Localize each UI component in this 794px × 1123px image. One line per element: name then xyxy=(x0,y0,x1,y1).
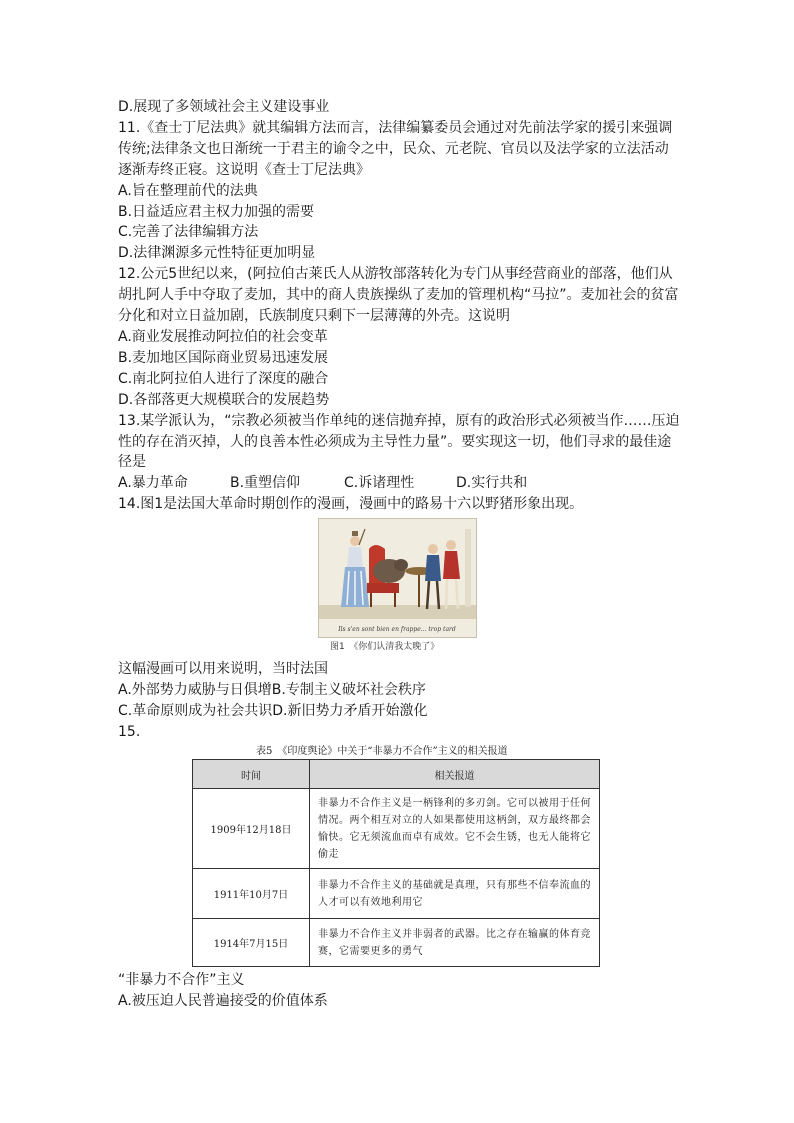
row-report: 非暴力不合作主义并非弱者的武器。比之存在输赢的体育竞赛，它需要更多的勇气 xyxy=(310,919,600,967)
q10-option-d: D.展现了多领域社会主义建设事业 xyxy=(118,99,330,115)
q15-option-a: A.被压迫人民普遍接受的价值体系 xyxy=(118,993,328,1009)
q11-option-c: C.完善了法律编辑方法 xyxy=(118,224,259,240)
row-report: 非暴力不合作主义的基础就是真理，只有那些不信奉流血的人才可以有效地利用它 xyxy=(310,869,600,919)
row-time: 1909年12月18日 xyxy=(193,789,310,869)
q14-option-c: C.革命原则成为社会共识 xyxy=(118,703,273,719)
q14-options-row-2 xyxy=(118,701,427,721)
table-row xyxy=(193,869,600,919)
cartoon-figure xyxy=(318,518,477,638)
figure-caption: 图1 《你们认清我太晚了》 xyxy=(330,642,440,652)
header-time: 时间 xyxy=(193,760,310,789)
q14-option-a: A.外部势力威胁与日俱增 xyxy=(118,682,272,698)
q12-stem-line-1: 12.公元5世纪以来，(阿拉伯古莱氏人从游牧部落转化为专门从事经营商业的部落，他们从 xyxy=(118,266,673,282)
q14-stem: 14.图1是法国大革命时期创作的漫画，漫画中的路易十六以野猪形象出现。 xyxy=(118,496,584,512)
row-time: 1911年10月7日 xyxy=(193,869,310,919)
q11-stem-line-2: 传统;法律条文也日渐统一于君主的谕令之中，民众、元老院、官员以及法学家的立法活动 xyxy=(118,141,669,157)
q11-option-b: B.日益适应君主权力加强的需要 xyxy=(118,204,315,220)
q15-number: 15. xyxy=(118,724,141,740)
q14-options-row-1 xyxy=(118,680,426,700)
table-title: 表5 《印度舆论》中关于“非暴力不合作”主义的相关报道 xyxy=(256,746,508,757)
q14-option-b: B.专制主义破坏社会秩序 xyxy=(271,682,426,698)
q13-stem-line-1: 13.某学派认为，“宗教必须被当作单纯的迷信抛弃掉，原有的政治形式必须被当作……压迫 xyxy=(118,413,680,429)
q13-option-d: D.实行共和 xyxy=(456,475,528,491)
table-row xyxy=(193,789,600,869)
q11-option-a: A.旨在整理前代的法典 xyxy=(118,183,258,199)
q14-question: 这幅漫画可以用来说明，当时法国 xyxy=(118,661,328,677)
q14-option-d: D.新旧势力矛盾开始激化 xyxy=(272,703,428,719)
q13-option-b: B.重塑信仰 xyxy=(230,475,301,491)
q12-option-d: D.各部落更大规模联合的发展趋势 xyxy=(118,392,330,408)
q13-option-a: A.暴力革命 xyxy=(118,475,188,491)
q11-option-d: D.法律渊源多元性特征更加明显 xyxy=(118,245,316,261)
q13-option-c: C.诉诸理性 xyxy=(344,475,415,491)
q13-stem-line-2: 性的存在消灭掉，人的良善本性必须成为主导性力量”。要实现这一切，他们寻求的最佳途 xyxy=(118,434,672,450)
row-time: 1914年7月15日 xyxy=(193,919,310,967)
cartoon-illustration xyxy=(319,519,476,637)
q12-option-b: B.麦加地区国际商业贸易迅速发展 xyxy=(118,350,329,366)
cartoon-inscription: Ils s'en sont bien en frappe... trop tard xyxy=(338,626,456,633)
q13-options xyxy=(118,473,527,493)
q11-stem-line-1: 11.《查士丁尼法典》就其编辑方法而言，法律编纂委员会通过对先前法学家的援引来强调 xyxy=(118,120,673,136)
q12-option-c: C.南北阿拉伯人进行了深度的融合 xyxy=(118,371,329,387)
header-report: 相关报道 xyxy=(310,760,600,789)
q12-stem-line-2: 胡扎阿人手中夺取了麦加，其中的商人贵族操纵了麦加的管理机构“马拉”。麦加社会的贫富 xyxy=(118,287,679,303)
q12-stem-line-3: 分化和对立日益加剧，氏族制度只剩下一层薄薄的外壳。这说明 xyxy=(118,308,510,324)
q11-stem-line-3: 逐渐寿终正寝。这说明《查士丁尼法典》 xyxy=(118,162,370,178)
table-header-row xyxy=(193,760,600,789)
report-table xyxy=(192,759,600,967)
q15-question: “非暴力不合作”主义 xyxy=(118,972,245,988)
table-row xyxy=(193,919,600,967)
row-report: 非暴力不合作主义是一柄锋利的多刃剑。它可以被用于任何情况。两个相互对立的人如果都使用这柄剑，双方最终都会愉快。它无须流血而卓有成效。它不会生锈，也无人能将它偷走 xyxy=(310,789,600,869)
q12-option-a: A.商业发展推动阿拉伯的社会变革 xyxy=(118,329,328,345)
q13-stem-line-3: 径是 xyxy=(118,454,146,470)
